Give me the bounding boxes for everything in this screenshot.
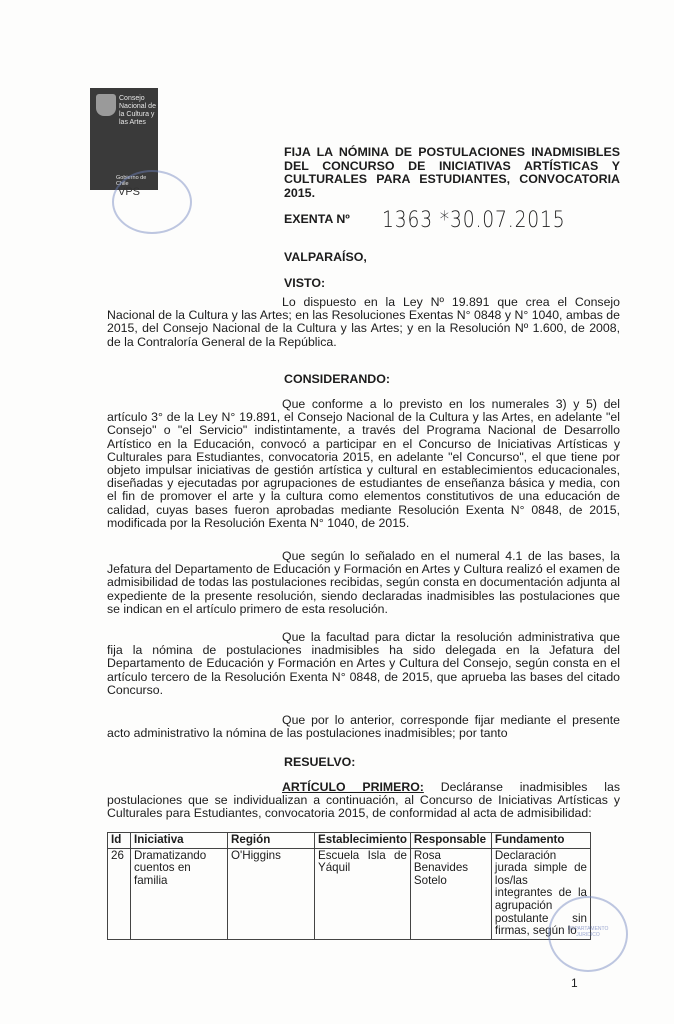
logo-gov-name: Gobierno de Chile [116,175,147,187]
articulo-text: Decláranse inadmisibles las postulaciones que se individualizan a continuación, al Concurso de Iniciativas Artísticas y Culturales para Estudiantes, convocatoria 2015, de conformidad al acta de admisibilidad: [107,780,620,821]
considerando-heading: CONSIDERANDO: [284,372,391,386]
logo-org-name: Consejo Nacional de la Cultura y las Artes [119,95,156,126]
considerando-paragraph: Que conforme a lo previsto en los numerales 3) y 5) del artículo 3° de la Ley N° 19.891, el Consejo Nacional de la Cultura y las Artes, en adelante "el Consejo" o "el Servicio" indistintamente, a través del Programa Nacional de Desarrollo Artístico en la Educación, convocó a participar en el Concurso de Iniciativas Artísticas y Culturales para Estudiantes, convocatoria 2015, en adelante "el Concurso", el que tiene por objeto impulsar iniciativas de gestión artística y cultural en establecimientos educacionales, diseñadas y ejecutadas por agrupaciones de estudiantes de enseñanza básica y media, con el fin de promover el arte y la cultura como elementos constitutivos de una educación de calidad, cuyas bases fueron aprobadas mediante Resolución Exenta N° 0848, de 2015, modificada por la Resolución Exenta N° 1040, de 2015. [107,397,620,530]
header-establecimiento: Establecimiento [315,833,411,849]
considerando-paragraph: Que por lo anterior, corresponde fijar mediante el presente acto administrativo la nómina de las postulaciones inadmisibles; por tanto [107,713,620,741]
articulo-primero [107,781,620,821]
visto-heading: VISTO: [284,276,326,290]
official-seal-stamp [112,170,192,234]
cell-region: O'Higgins [228,848,315,939]
cell-responsable: Rosa Benavides Sotelo [410,848,491,939]
visto-paragraph: Lo dispuesto en la Ley Nº 19.891 que crea el Consejo Nacional de la Cultura y las Artes; en las Resoluciones Exentas N° 0848 y N° 1040, ambas de 2015, del Consejo Nacional de la Cultura y las Artes; y en la Resolución Nº 1.600, de 2008, de la Contraloría General de la República. [107,295,620,349]
city: VALPARAÍSO, [284,250,367,264]
cell-fundamento: Declaración jurada simple de los/las integrantes de la agrupación postulante sin firmas, según lo [491,848,590,939]
header-fundamento: Fundamento [491,833,590,849]
department-seal-stamp [548,896,628,972]
cell-id: 26 [108,848,131,939]
table-header-row [108,833,591,849]
articulo-label: ARTÍCULO PRIMERO: [282,780,424,794]
cell-establecimiento: Escuela Isla de Yáquil [315,848,411,939]
initials: VPS [118,186,141,198]
header-id: Id [108,833,131,849]
inadmissible-table [107,832,591,940]
header-iniciativa: Iniciativa [131,833,228,849]
document-title: FIJA LA NÓMINA DE POSTULACIONES INADMISIBLES DEL CONCURSO DE INICIATIVAS ARTÍSTICAS Y CULTURALES PARA ESTUDIANTES, CONVOCATORIA 2015. [284,145,620,200]
exenta-number: 1363 *30.07.2015 [382,208,566,233]
cell-iniciativa: Dramatizando cuentos en familia [131,848,228,939]
considerando-paragraph: Que según lo señalado en el numeral 4.1 de las bases, la Jefatura del Departamento de Educación y Formación en Artes y Cultura realizó el examen de admisibilidad de todas las postulaciones recibidas, según consta en documentación adjunta al expediente de la presente resolución, siendo declaradas inadmisibles las postulaciones que se indican en el artículo primero de esta resolución. [107,549,620,616]
header-responsable: Responsable [410,833,491,849]
table-row [108,848,591,939]
header-region: Región [228,833,315,849]
coat-of-arms-icon [96,94,116,116]
page-number: 1 [571,976,578,990]
resuelvo-heading: RESUELVO: [284,755,356,769]
stamp-text: DEPARTAMENTO JURIDICO [567,926,609,938]
considerando-paragraph: Que la facultad para dictar la resolución administrativa que fija la nómina de postulaciones inadmisibles ha sido delegada en la Jefatura del Departamento de Educación y Formación en Artes y Cultura del Consejo, según consta en el artículo tercero de la Resolución Exenta N° 0848, de 2015, que aprueba las bases del citado Concurso. [107,630,620,697]
exenta-label: EXENTA Nº [284,212,350,226]
